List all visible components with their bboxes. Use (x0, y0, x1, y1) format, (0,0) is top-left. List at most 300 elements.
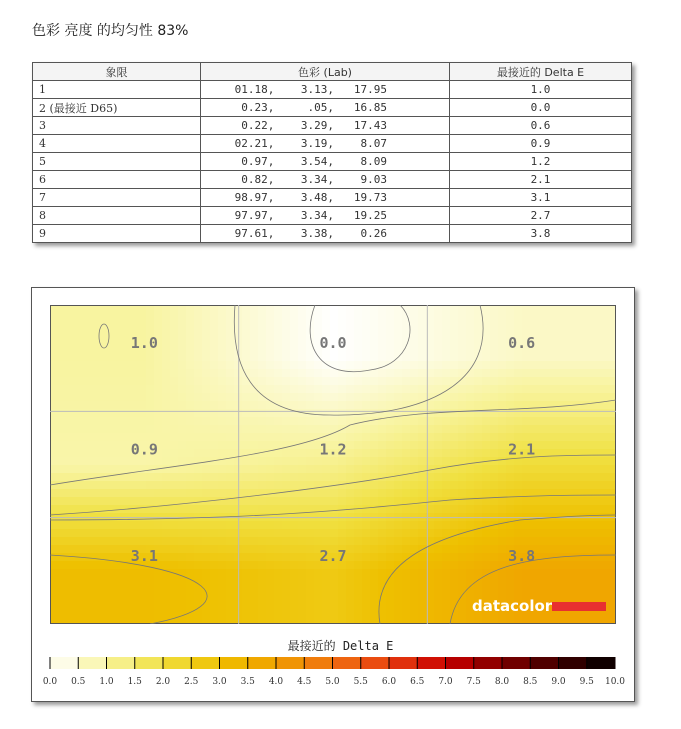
heatmap-cell (346, 497, 355, 506)
heatmap-cell (554, 377, 563, 386)
heatmap-cell (570, 377, 579, 386)
heatmap-cell (282, 617, 291, 624)
heatmap-cell (482, 489, 491, 498)
heatmap-cell (106, 425, 115, 434)
heatmap-cell (74, 529, 83, 538)
heatmap-cell (258, 305, 267, 314)
heatmap-cell (594, 465, 603, 474)
heatmap-cell (482, 465, 491, 474)
heatmap-cell (530, 537, 539, 546)
heatmap-cell (50, 601, 59, 610)
heatmap-cell (402, 353, 411, 362)
heatmap-cell (306, 585, 315, 594)
heatmap-cell (282, 385, 291, 394)
heatmap-cell (602, 337, 611, 346)
heatmap-cell (458, 561, 467, 570)
heatmap-cell (282, 601, 291, 610)
heatmap-cell (578, 353, 587, 362)
heatmap-cell (114, 569, 123, 578)
heatmap-cell (298, 393, 307, 402)
heatmap-cell (226, 433, 235, 442)
heatmap-cell (178, 441, 187, 450)
heatmap-cell (498, 425, 507, 434)
heatmap-cell (394, 553, 403, 562)
heatmap-cell (378, 465, 387, 474)
heatmap-cell (130, 473, 139, 482)
heatmap-cell (546, 569, 555, 578)
heatmap-cell (386, 425, 395, 434)
heatmap-cell (250, 553, 259, 562)
heatmap-cell (274, 529, 283, 538)
heatmap-cell (362, 457, 371, 466)
colorbar-segment (135, 657, 164, 669)
heatmap-cell (186, 529, 195, 538)
heatmap-cell (98, 545, 107, 554)
heatmap-cell (178, 457, 187, 466)
heatmap-cell (538, 473, 547, 482)
heatmap-cell (178, 545, 187, 554)
heatmap-cell (498, 433, 507, 442)
heatmap-cell (82, 529, 91, 538)
heatmap-cell (314, 593, 323, 602)
heatmap-cell (90, 377, 99, 386)
heatmap-cell (402, 369, 411, 378)
heatmap-cell (578, 409, 587, 418)
heatmap-cell (418, 329, 427, 338)
heatmap-cell (58, 401, 67, 410)
heatmap-cell (218, 609, 227, 618)
heatmap-cell (394, 545, 403, 554)
heatmap-cell (530, 617, 539, 624)
heatmap-cell (362, 537, 371, 546)
heatmap-cell (482, 305, 491, 314)
heatmap-cell (578, 617, 587, 624)
heatmap-cell (594, 505, 603, 514)
heatmap-cell (570, 481, 579, 490)
heatmap-cell (106, 617, 115, 624)
heatmap-cell (274, 569, 283, 578)
heatmap-cell (602, 529, 611, 538)
heatmap-cell (482, 345, 491, 354)
heatmap-cell (338, 409, 347, 418)
heatmap-cell (554, 393, 563, 402)
heatmap-cell (450, 305, 459, 314)
heatmap-cell (186, 601, 195, 610)
heatmap-cell (170, 473, 179, 482)
heatmap-cell (482, 577, 491, 586)
heatmap-cell (114, 441, 123, 450)
heatmap-cell (378, 545, 387, 554)
lab-cell: 0.97, 3.54, 8.09 (201, 153, 450, 171)
heatmap-cell (250, 393, 259, 402)
heatmap-cell (394, 369, 403, 378)
heatmap-cell (514, 393, 523, 402)
heatmap-cell (146, 401, 155, 410)
heatmap-cell (442, 561, 451, 570)
heatmap-cell (282, 321, 291, 330)
heatmap-cell (514, 577, 523, 586)
heatmap-cell (66, 353, 75, 362)
heatmap-cell (442, 593, 451, 602)
heatmap-cell (178, 369, 187, 378)
heatmap-cell (386, 585, 395, 594)
heatmap-cell (50, 473, 59, 482)
heatmap-cell (498, 545, 507, 554)
heatmap-cell (186, 409, 195, 418)
heatmap-cell (178, 321, 187, 330)
heatmap-cell (258, 409, 267, 418)
heatmap-cell (202, 473, 211, 482)
heatmap-cell (162, 337, 171, 346)
heatmap-cell (466, 377, 475, 386)
heatmap-cell (218, 465, 227, 474)
heatmap-cell (394, 585, 403, 594)
heatmap-cell (458, 489, 467, 498)
quadrant-cell: 3 (33, 117, 201, 135)
heatmap-cell (402, 385, 411, 394)
heatmap-cell (354, 377, 363, 386)
heatmap-cell (210, 441, 219, 450)
heatmap-cell (538, 409, 547, 418)
heatmap-cell (130, 321, 139, 330)
heatmap-cell (362, 313, 371, 322)
heatmap-cell (450, 377, 459, 386)
heatmap-cell (538, 393, 547, 402)
cell-value-label: 2.7 (319, 546, 347, 565)
heatmap-cell (266, 529, 275, 538)
heatmap-cell (434, 481, 443, 490)
heatmap-cell (274, 433, 283, 442)
heatmap-cell (122, 321, 131, 330)
heatmap-cell (482, 529, 491, 538)
heatmap-cell (250, 329, 259, 338)
heatmap-cell (490, 441, 499, 450)
heatmap-cell (458, 361, 467, 370)
heatmap-cell (482, 313, 491, 322)
heatmap-cell (74, 401, 83, 410)
heatmap-cell (66, 545, 75, 554)
heatmap-cell (506, 481, 515, 490)
heatmap-cell (514, 569, 523, 578)
heatmap-cell (322, 401, 331, 410)
heatmap-cell (202, 361, 211, 370)
heatmap-cell (274, 593, 283, 602)
heatmap-cell (410, 561, 419, 570)
heatmap-cell (194, 321, 203, 330)
heatmap-cell (602, 385, 611, 394)
heatmap-cell (146, 473, 155, 482)
colorbar-tick-label: 9.5 (579, 677, 594, 687)
heatmap-cell (266, 369, 275, 378)
heatmap-cell (298, 321, 307, 330)
heatmap-cell (506, 305, 515, 314)
heatmap-cell (202, 353, 211, 362)
heatmap-cell (306, 553, 315, 562)
heatmap-cell (586, 313, 595, 322)
heatmap-cell (210, 521, 219, 530)
heatmap-cell (306, 313, 315, 322)
heatmap-cell (290, 305, 299, 314)
heatmap-cell (554, 585, 563, 594)
heatmap-cell (66, 601, 75, 610)
heatmap-cell (66, 425, 75, 434)
cell-value-label: 1.2 (319, 440, 347, 459)
heatmap-cell (410, 385, 419, 394)
heatmap-cell (538, 465, 547, 474)
heatmap-cell (58, 617, 67, 624)
heatmap-cell (314, 601, 323, 610)
delta-e-cell: 1.2 (450, 153, 632, 171)
heatmap-cell (274, 561, 283, 570)
heatmap-cell (490, 361, 499, 370)
heatmap-cell (82, 401, 91, 410)
heatmap-cell (370, 569, 379, 578)
heatmap-cell (338, 489, 347, 498)
heatmap-cell (210, 601, 219, 610)
heatmap-cell (506, 537, 515, 546)
heatmap-cell (402, 505, 411, 514)
heatmap-cell (306, 385, 315, 394)
heatmap-cell (418, 425, 427, 434)
colorbar-segment (446, 657, 475, 669)
heatmap-cell (458, 617, 467, 624)
heatmap-cell (410, 521, 419, 530)
heatmap-cell (178, 537, 187, 546)
heatmap-cell (258, 353, 267, 362)
heatmap-cell (122, 361, 131, 370)
heatmap-cell (58, 585, 67, 594)
heatmap-cell (66, 497, 75, 506)
heatmap-cell (98, 377, 107, 386)
heatmap-cell (538, 353, 547, 362)
heatmap-cell (586, 529, 595, 538)
heatmap-cell (378, 497, 387, 506)
heatmap-cell (162, 593, 171, 602)
heatmap-cell (66, 313, 75, 322)
heatmap-cell (274, 601, 283, 610)
heatmap-cell (530, 409, 539, 418)
heatmap-cell (578, 441, 587, 450)
heatmap-cell (194, 481, 203, 490)
heatmap-cell (98, 417, 107, 426)
heatmap-cell (290, 321, 299, 330)
heatmap-cell (354, 425, 363, 434)
heatmap-cell (290, 457, 299, 466)
heatmap-cell (114, 329, 123, 338)
heatmap-cell (58, 369, 67, 378)
heatmap-cell (162, 465, 171, 474)
heatmap-cell (266, 345, 275, 354)
heatmap-cell (202, 305, 211, 314)
heatmap-cell (490, 433, 499, 442)
heatmap-cell (218, 361, 227, 370)
heatmap-cell (210, 409, 219, 418)
heatmap-cell (602, 305, 611, 314)
heatmap-cell (314, 529, 323, 538)
heatmap-cell (418, 441, 427, 450)
heatmap-cell (98, 577, 107, 586)
heatmap-cell (298, 433, 307, 442)
heatmap-cell (458, 321, 467, 330)
heatmap-cell (410, 361, 419, 370)
heatmap-cell (298, 329, 307, 338)
heatmap-cell (538, 305, 547, 314)
heatmap-cell (370, 593, 379, 602)
heatmap-cell (522, 377, 531, 386)
heatmap-cell (514, 585, 523, 594)
heatmap-cell (258, 537, 267, 546)
heatmap-cell (418, 313, 427, 322)
heatmap-cell (498, 345, 507, 354)
delta-e-cell: 0.0 (450, 99, 632, 117)
heatmap-cell (466, 617, 475, 624)
heatmap-cell (402, 577, 411, 586)
heatmap-cell (266, 385, 275, 394)
heatmap-cell (410, 537, 419, 546)
heatmap-cell (562, 329, 571, 338)
colorbar-segment (333, 657, 362, 669)
heatmap-cell (506, 393, 515, 402)
heatmap-cell (122, 369, 131, 378)
heatmap-cell (538, 617, 547, 624)
heatmap-cell (50, 433, 59, 442)
heatmap-cell (338, 585, 347, 594)
heatmap-cell (218, 481, 227, 490)
heatmap-cell (218, 417, 227, 426)
heatmap-cell (306, 345, 315, 354)
heatmap-cell (74, 569, 83, 578)
heatmap-cell (330, 401, 339, 410)
heatmap-cell (562, 369, 571, 378)
heatmap-cell (162, 585, 171, 594)
heatmap-cell (170, 433, 179, 442)
heatmap-cell (66, 449, 75, 458)
heatmap-cell (50, 409, 59, 418)
heatmap-cell (434, 433, 443, 442)
heatmap-cell (114, 529, 123, 538)
heatmap-cell (370, 361, 379, 370)
heatmap-cell (114, 369, 123, 378)
heatmap-cell (58, 521, 67, 530)
heatmap-cell (122, 489, 131, 498)
heatmap-cell (306, 529, 315, 538)
heatmap-cell (178, 617, 187, 624)
heatmap-cell (90, 465, 99, 474)
heatmap-cell (170, 593, 179, 602)
heatmap-cell (378, 385, 387, 394)
heatmap-cell (458, 409, 467, 418)
heatmap-cell (266, 441, 275, 450)
heatmap-cell (570, 457, 579, 466)
heatmap-cell (346, 321, 355, 330)
heatmap-cell (562, 353, 571, 362)
heatmap-cell (354, 577, 363, 586)
heatmap-cell (226, 529, 235, 538)
heatmap-cell (98, 553, 107, 562)
heatmap-cell (274, 553, 283, 562)
heatmap-cell (322, 425, 331, 434)
heatmap-cell (242, 537, 251, 546)
heatmap-cell (474, 393, 483, 402)
heatmap-cell (274, 417, 283, 426)
heatmap-cell (178, 385, 187, 394)
heatmap-cell (306, 377, 315, 386)
heatmap-cell (362, 593, 371, 602)
heatmap-cell (482, 561, 491, 570)
heatmap-cell (482, 425, 491, 434)
heatmap-cell (522, 497, 531, 506)
heatmap-cell (50, 321, 59, 330)
heatmap-cell (130, 353, 139, 362)
heatmap-cell (578, 593, 587, 602)
cell-value-label: 0.0 (319, 334, 347, 353)
heatmap-cell (562, 561, 571, 570)
heatmap-cell (434, 457, 443, 466)
heatmap-cell (378, 569, 387, 578)
heatmap-cell (394, 609, 403, 618)
heatmap-cell (410, 313, 419, 322)
heatmap-cell (98, 593, 107, 602)
heatmap-cell (282, 481, 291, 490)
quadrant-table (32, 62, 632, 243)
heatmap-cell (330, 321, 339, 330)
heatmap-cell (466, 417, 475, 426)
heatmap-cell (370, 601, 379, 610)
heatmap-cell (122, 521, 131, 530)
heatmap-cell (170, 521, 179, 530)
heatmap-cell (474, 553, 483, 562)
heatmap-cell (554, 369, 563, 378)
heatmap-cell (226, 505, 235, 514)
heatmap-cell (330, 537, 339, 546)
heatmap-cell (474, 489, 483, 498)
heatmap-cell (178, 577, 187, 586)
heatmap-cell (202, 393, 211, 402)
heatmap-cell (586, 401, 595, 410)
heatmap-cell (218, 521, 227, 530)
heatmap-cell (162, 361, 171, 370)
heatmap-cell (474, 505, 483, 514)
heatmap-cell (578, 321, 587, 330)
heatmap-cell (74, 609, 83, 618)
heatmap-cell (450, 561, 459, 570)
uniformity-heatmap (50, 305, 616, 624)
heatmap-cell (466, 481, 475, 490)
heatmap-cell (202, 537, 211, 546)
heatmap-cell (170, 337, 179, 346)
heatmap-cell (106, 545, 115, 554)
heatmap-cell (314, 569, 323, 578)
header-delta-e: 最接近的 Delta E (450, 63, 632, 81)
heatmap-cell (146, 489, 155, 498)
heatmap-cell (282, 409, 291, 418)
heatmap-cell (58, 377, 67, 386)
heatmap-cell (546, 409, 555, 418)
heatmap-cell (482, 393, 491, 402)
heatmap-cell (434, 545, 443, 554)
heatmap-cell (450, 385, 459, 394)
heatmap-cell (194, 353, 203, 362)
heatmap-cell (186, 609, 195, 618)
heatmap-cell (530, 385, 539, 394)
heatmap-cell (58, 305, 67, 314)
heatmap-cell (578, 337, 587, 346)
heatmap-cell (82, 489, 91, 498)
heatmap-cell (410, 577, 419, 586)
heatmap-cell (530, 465, 539, 474)
heatmap-cell (50, 377, 59, 386)
heatmap-cell (474, 529, 483, 538)
